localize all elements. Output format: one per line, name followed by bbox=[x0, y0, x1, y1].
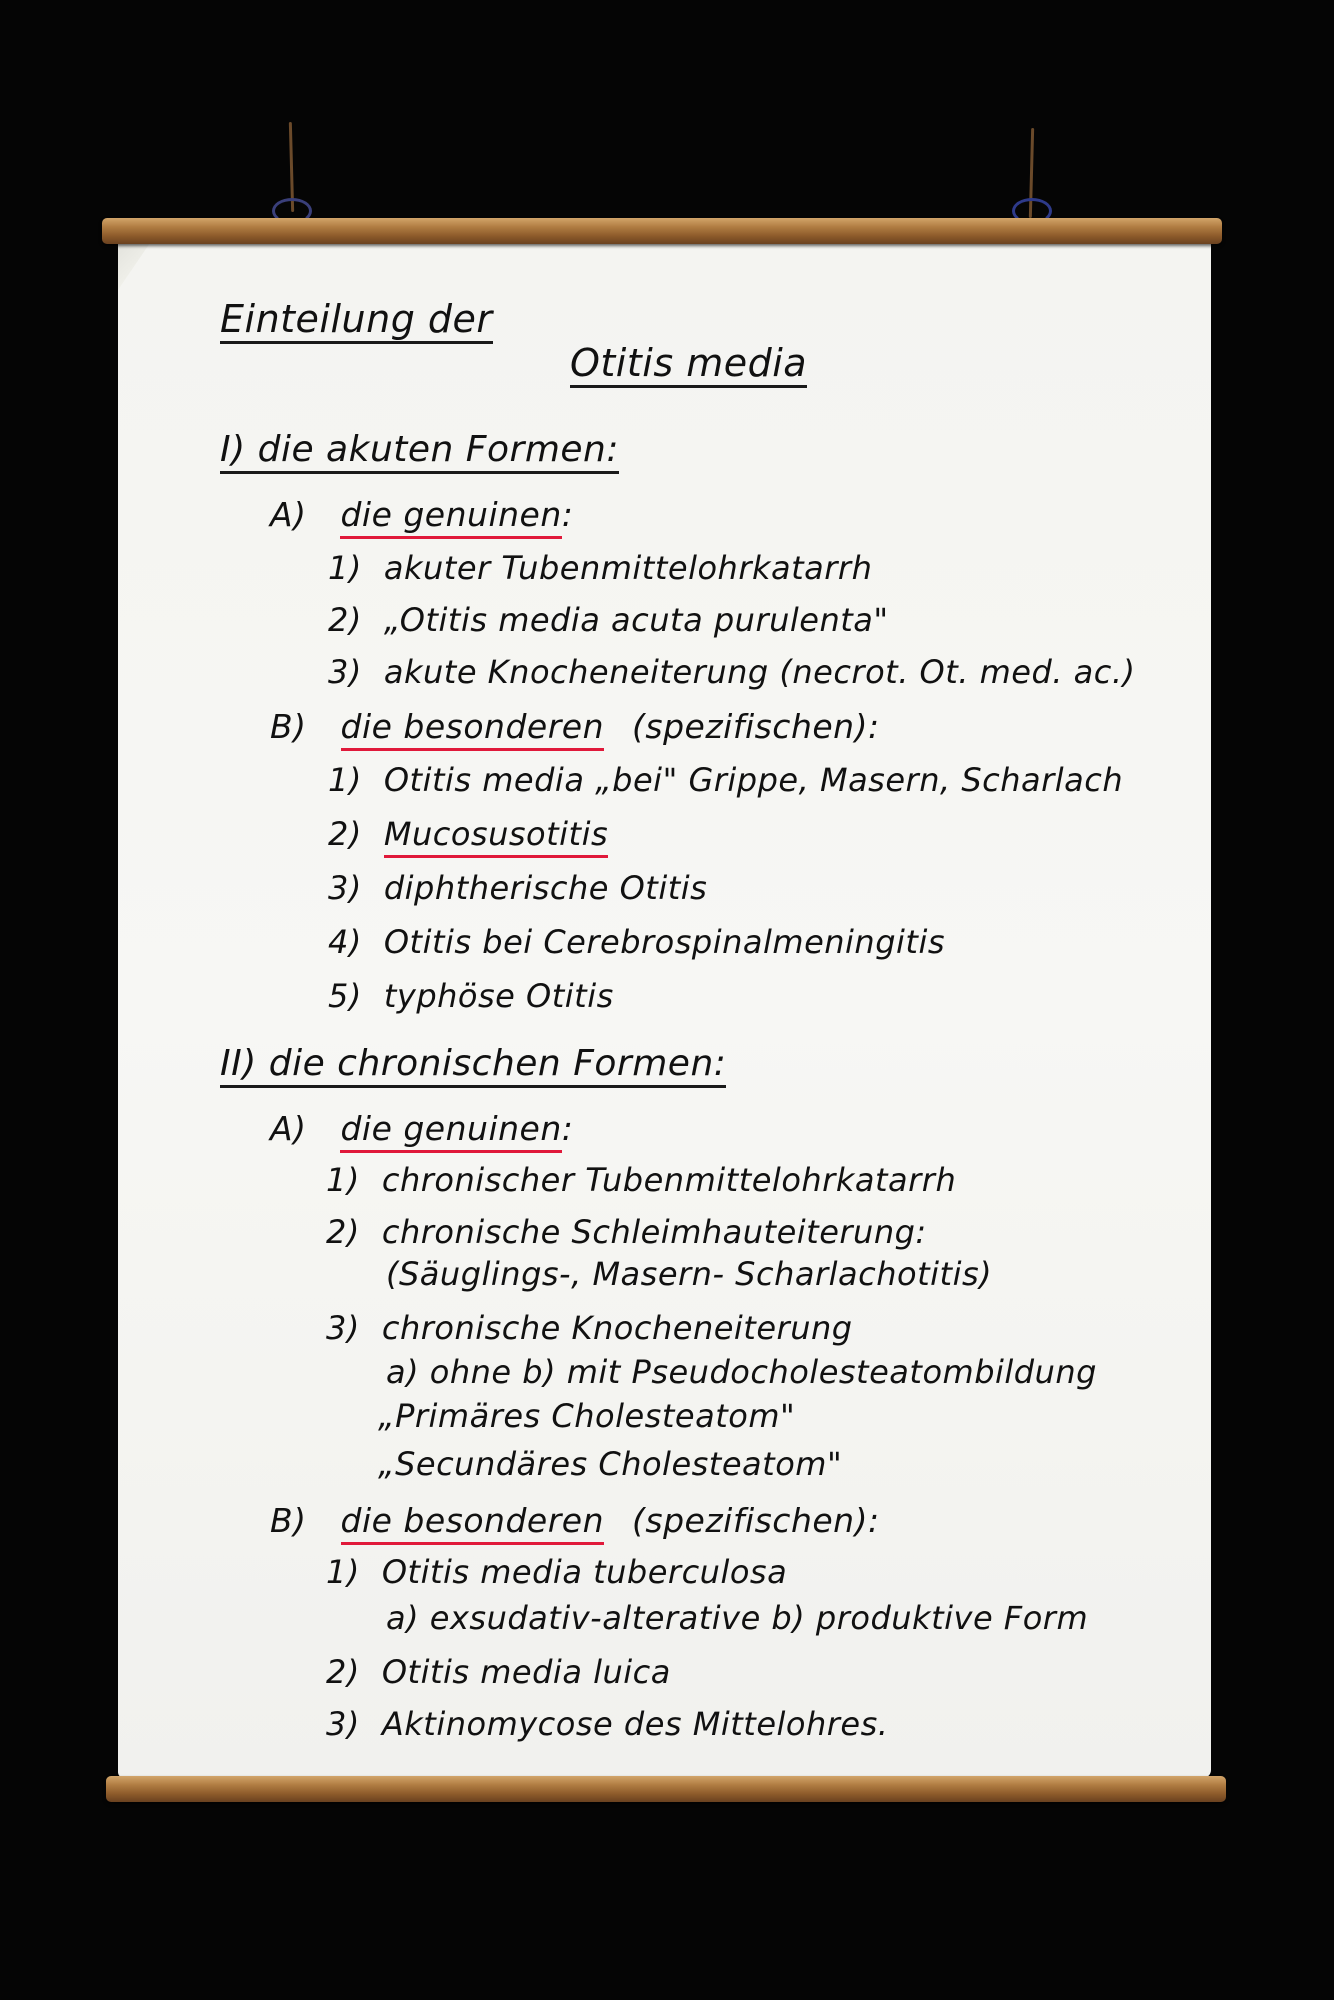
item-text: Otitis bei Cerebrospinalmeningitis bbox=[383, 923, 946, 961]
item-number: 3) bbox=[326, 1309, 360, 1347]
list-item bbox=[328, 653, 1136, 691]
group-heading-suffix: (spezifischen): bbox=[632, 1501, 880, 1540]
item-text: chronische Schleimhauteiterung: bbox=[381, 1213, 927, 1251]
item-number: 1) bbox=[326, 1161, 360, 1199]
section-2-heading: II) die chronischen Formen: bbox=[220, 1046, 726, 1088]
group-label: B) bbox=[270, 707, 307, 746]
section-1-group-b bbox=[270, 707, 880, 746]
list-item bbox=[326, 1161, 957, 1199]
item-number: 4) bbox=[328, 923, 362, 961]
list-item bbox=[326, 1553, 788, 1591]
list-item-continuation: a) ohne b) mit Pseudocholesteatombildung bbox=[386, 1353, 1097, 1391]
list-item bbox=[326, 1213, 927, 1251]
group-heading-underlined: die genuinen bbox=[340, 1109, 561, 1153]
list-item-continuation: „Secundäres Cholesteatom" bbox=[378, 1445, 843, 1483]
item-number: 3) bbox=[326, 1705, 360, 1743]
group-heading-suffix: : bbox=[561, 495, 574, 534]
list-item bbox=[328, 601, 889, 639]
item-text: chronischer Tubenmittelohrkatarrh bbox=[381, 1161, 957, 1199]
wooden-rod-top bbox=[102, 218, 1222, 244]
list-item bbox=[328, 977, 614, 1015]
group-label: A) bbox=[270, 1109, 307, 1148]
list-item bbox=[326, 1705, 889, 1743]
item-number: 2) bbox=[328, 601, 362, 639]
item-number: 3) bbox=[328, 653, 362, 691]
item-number: 2) bbox=[326, 1213, 360, 1251]
section-2-group-a bbox=[270, 1109, 574, 1148]
item-text: typhöse Otitis bbox=[383, 977, 614, 1015]
title-line-1: Einteilung der bbox=[220, 300, 493, 344]
list-item bbox=[326, 1653, 671, 1691]
list-item bbox=[326, 1309, 853, 1347]
group-heading-underlined: die besonderen bbox=[341, 707, 605, 751]
item-text: Otitis media tuberculosa bbox=[381, 1553, 788, 1591]
item-text: „Otitis media acuta purulenta" bbox=[383, 601, 889, 639]
item-number: 3) bbox=[328, 869, 362, 907]
list-item-continuation: a) exsudativ-alterative b) produktive Form bbox=[386, 1599, 1089, 1637]
section-1-heading: I) die akuten Formen: bbox=[220, 432, 619, 474]
list-item bbox=[328, 923, 946, 961]
item-text: Otitis media luica bbox=[381, 1653, 671, 1691]
item-number: 1) bbox=[328, 761, 362, 799]
item-number: 2) bbox=[326, 1653, 360, 1691]
item-text: chronische Knocheneiterung bbox=[381, 1309, 853, 1347]
list-item-continuation: (Säuglings-, Masern- Scharlachotitis) bbox=[386, 1255, 993, 1293]
wall-chart-paper bbox=[118, 240, 1211, 1778]
item-text: akuter Tubenmittelohrkatarrh bbox=[383, 549, 873, 587]
item-text: Mucosusotitis bbox=[384, 815, 608, 858]
title-line-2: Otitis media bbox=[570, 344, 807, 388]
list-item bbox=[328, 549, 873, 587]
item-number: 2) bbox=[328, 815, 362, 853]
section-1-group-a bbox=[270, 495, 574, 534]
folded-corner bbox=[118, 240, 152, 290]
item-number: 1) bbox=[328, 549, 362, 587]
section-2-group-b bbox=[270, 1501, 880, 1540]
wooden-rod-bottom bbox=[106, 1776, 1226, 1802]
item-number: 5) bbox=[328, 977, 362, 1015]
group-heading-underlined: die besonderen bbox=[341, 1501, 605, 1545]
group-heading-underlined: die genuinen bbox=[340, 495, 561, 539]
list-item-continuation: „Primäres Cholesteatom" bbox=[378, 1397, 796, 1435]
list-item bbox=[328, 869, 708, 907]
item-text: akute Knocheneiterung (necrot. Ot. med. ac.) bbox=[383, 653, 1136, 691]
group-label: A) bbox=[270, 495, 307, 534]
item-number: 1) bbox=[326, 1553, 360, 1591]
group-label: B) bbox=[270, 1501, 307, 1540]
item-text: Aktinomycose des Mittelohres. bbox=[381, 1705, 889, 1743]
group-heading-suffix: : bbox=[561, 1109, 574, 1148]
item-text: Otitis media „bei" Grippe, Masern, Scharlach bbox=[383, 761, 1124, 799]
list-item bbox=[328, 815, 609, 853]
group-heading-suffix: (spezifischen): bbox=[632, 707, 880, 746]
item-text: diphtherische Otitis bbox=[383, 869, 708, 907]
list-item bbox=[328, 761, 1124, 799]
